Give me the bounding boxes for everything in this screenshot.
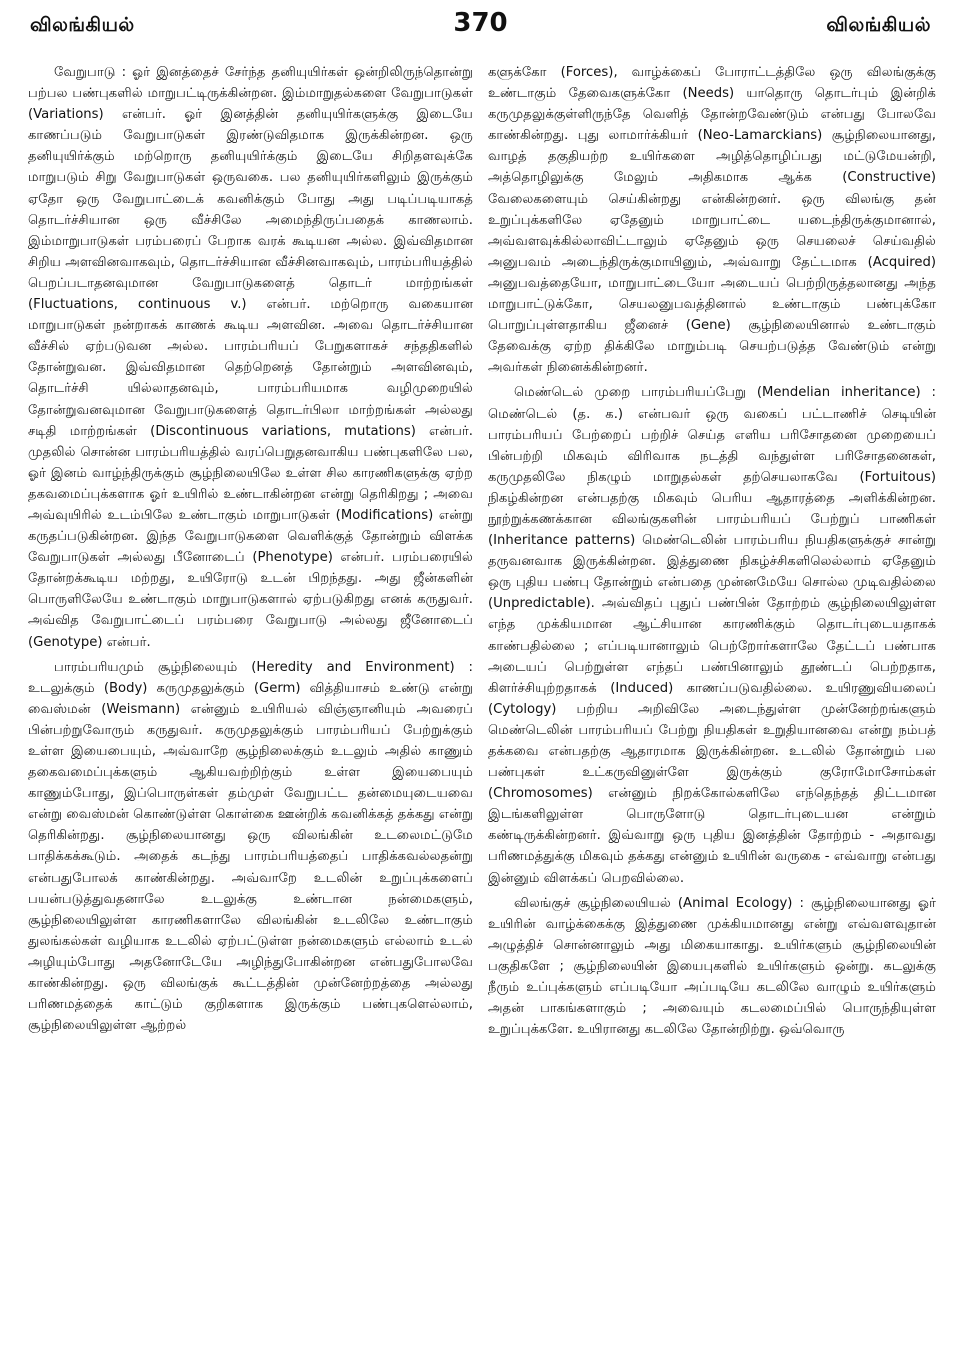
paragraph-animal-ecology: விலங்குச் சூழ்நிலையியல் (Animal Ecology) : சூழ்நிலையானது ஓர் உயிரின் வாழ்க்கைக்கு இத்துணை முக்கியமானது என்று எவ்வளவுதான் அழுத்திச் சொன்னாலும் அது மிகையாகாது. உயிர்களும் சூழ்நிலையின் பகுதிகளே ; சூழ்நிலையின் இயைபுகளில் உயிர்களும் ஒன்று. கடலுக்கு நீரும் உப்புக்களும் எப்படியோ அப்படியே கடலிலே வாழும் உயிர்களும் அதன் பாகங்களாகும் ; அவையும் கடலமைப்பில் பொருந்தியுள்ள உறுப்புக்களே. உயிரானது கடலிலே தோன்றிற்று. ஒவ்வொரு [488,895,936,1038]
paragraph-variations: வேறுபாடு : ஓர் இனத்தைச் சேர்ந்த தனியுயிர்கள் ஒன்றிலிருந்தொன்று பற்பல பண்புகளில் மாறுபட்டிருக்கின்றன. இம்மாறுதல்களை வேறுபாடுகள் (Variations) என்பர். ஓர் இனத்தின் தனியுயிர்களுக்கு இடையே காணப்படும் வேறுபாடுகள் இரண்டுவிதமாக இருக்கின்றன. ஒரு தனியுயிர்க்கும் மற்றொரு தனியுயிர்க்கும் இடையே சிறிதளவுக்கே மாறுபடும் சிறு வேறுபாடுகள் ஒருவகை. பல தனியுயிர்களிலும் இருக்கும் ஏதோ ஒரு வேறுபாட்டைக் கவனிக்கும் போது அது படிப்படியாகத் தொடர்ச்சியான ஒரு வீச்சிலே அமைந்திருப்பதைக் காணலாம். இம்மாறுபாடுகள் பரம்பரைப் பேறாக வரக் கூடியன அல்ல. இவ்விதமான சிறிய அளவினவாகவும், தொடர்ச்சியான வீச்சினவாகவும், பாரம்பரியத்தில் பெறப்படாதனவுமான வேறுபாடுகளைத் தொடர் மாற்றங்கள் (Fluctuations, continuous v.) என்பர். மற்றொரு வகையான மாறுபாடுகள் நன்றாகக் காணக் கூடிய அளவின. அவை தொடர்ச்சியான வீச்சில் ஏற்படுவன அல்ல. பாரம்பரியப் பேறுகளாகச் சந்ததிகளில் தோன்றுவன. இவ்விதமான தெற்றெனத் தோன்றும் அளவினவும், தொடர்ச்சி யில்லாதனவும், பாரம்பரியமாக வழிமுறையில் தோன்றுவனவுமான வேறுபாடுகளைத் தொடர்பிலா மாற்றங்கள் அல்லது சடிதி மாற்றங்கள் (Discontinuous variations, mutations) என்பர். முதலில் சொன்ன பாரம்பரியத்தில் வரப்பெறுதனவாகிய பண்புகளிலே பல, ஓர் இனம் வாழ்ந்திருக்கும் சூழ்நிலையிலே உள்ள சில காரணிகளுக்கு ஏற்ற தகவமைப்புக்களாக ஓர் உயிரில் உண்டாகின்றன என்று தெரிகிறது ; அவை அவ்வுயிரில் உடம்பிலே உண்டாகும் மாறுபாடுகள் (Modifications) என்று கருதப்படுகின்றன. இந்த வேறுபாடுகளை வெளிக்குத் தோன்றும் விளக்க வேறுபாடுகள் அல்லது பீனோடைப் (Phenotype) என்பர். பரம்பரையில் தோன்றக்கூடிய மற்றது, உயிரோடு உடன் பிறந்தது. அது ஜீன்களின் பொருளிலேயே உண்டாகும் மாறுபாடுகளால் ஏற்படுகிறது எனக் கருதுவர். அவ்வித வேறுபாட்டைப் பரம்பரை வேறுபாடு அல்லது ஜீனோடைப் (Genotype) என்பர். [28,65,473,650]
left-column [28,62,473,1352]
paragraph-heredity-environment: பாரம்பரியமும் சூழ்நிலையும் (Heredity and Environment) : உடலுக்கும் (Body) கருமுதலுக்கும் (Germ) வித்தியாசம் உண்டு என்று வைஸ்மன் (Weismann) என்னும் உயிரியல் விஞ்ஞானியும் அவரைப் பின்பற்றுவோரும் கருதுவர். கருமுதலுக்கும் பாரம்பரியப் பேற்றுக்கும் உள்ள இயைபையும், அவ்வாறே சூழ்நிலைக்கும் உடலும் அதில் காணும் தகைவமைப்புக்களும் ஆகியவற்றிற்கும் உள்ள இயைபையும் காணும்போது, இப்பொருள்கள் தம்முள் வேறுபட்ட தன்மையுடையவை என்று வைஸ்மன் கொண்டுள்ள கொள்கை ஊன்றிக் கவனிக்கத் தக்கது என்று தெரிகின்றது. சூழ்நிலையானது ஒரு விலங்கின் உடலைமட்டுமே பாதிக்கக்கூடும். அதைக் கடந்து பாரம்பரியத்தைப் பாதிக்கவல்லதன்று என்பதுபோலக் காண்கின்றது. அவ்வாறே உடலின் உறுப்புக்களைப் பயன்படுத்துவதனாலே உடலுக்கு உண்டான நன்மைகளும், சூழ்நிலையிலுள்ள காரணிகளாலே விலங்கின் உடலிலே உண்டாகும் துலங்கல்கள் வழியாக உடலில் ஏற்பட்டுள்ள நன்மைகளும் எல்லாம் உடல் அழியும்போது அதனோடேயே அழிந்துபோகின்றன என்பதுபோலவே காண்கின்றது. ஒரு விலங்குக் கூட்டத்தின் முன்னேற்றத்தை அல்லது பரிணமத்தைக் காட்டும் குறிகளாக இருக்கும் பண்புகளெல்லாம், சூழ்நிலையிலுள்ள ஆற்றல் [28,659,473,1034]
paragraph-mendelian-inheritance: மெண்டெல் முறை பாரம்பரியப்பேறு (Mendelian inheritance) : மெண்டெல் (த. க.) என்பவர் ஒரு வகைப் பட்டாணிச் செடியின் பாரம்பரியப் பேற்றைப் பற்றிச் செய்த எளிய பரிசோதனை முறையைப் பின்பற்றி மிகவும் விரிவாக நடத்தி வந்துள்ள பரிசோதனைகள், கருமுதலிலே நிகழும் மாறுதல்கள் தற்செயலாகவே (Fortuitous) நிகழ்கின்றன என்பதற்கு மிகவும் பெரிய ஆதாரத்தை அளிக்கின்றன. நூற்றுக்கணக்கான விலங்குகளின் பாரம்பரியப் பேற்றுப் பாணிகள் (Inheritance patterns) மெண்டெலின் பாரம்பரிய நியதிகளுக்குச் சான்று தருவனவாக இருக்கின்றன. இத்துணை நிகழ்ச்சிகளிலெல்லாம் ஏதேனும் ஒரு புதிய பண்பு தோன்றும் என்பதை முன்னமேயே சொல்ல முடிவதில்லை (Unpredictable). அவ்விதப் புதுப் பண்பின் தோற்றம் சூழ்நிலையிலுள்ள எந்த முக்கியமான ஆட்சியான காரணிக்கும் தொடர்புடையதாகக் காண்பதில்லை ; எப்படியானாலும் பெற்றோர்களாலே தேட்டப் பண்பாக அடையப் பெற்றுள்ள எந்தப் பண்பினாலும் தூண்டப் பெற்றதாக, கிளர்ச்சியுற்றதாகக் (Induced) காணப்படுவதில்லை. உயிரணுவியலைப் (Cytology) பற்றிய அறிவிலே அடைந்துள்ள முன்னேற்றங்களும் மெண்டெலின் பாரம்பரியப் பேற்று நியதிகள் உறுதியானவை என்று நம்பத் தக்கவை என்பதற்கு ஆதாரமாக இருக்கின்றன. உடலில் தோன்றும் பல பண்புகள் உட்கருவினுள்ளே இருக்கும் குரோமோசோம்கள் (Chromosomes) என்னும் நிறக்கோல்களிலே எந்தெந்தத் திட்டமான இடங்களிலுள்ள பொருளோடு தொடர்புடையன என்றும் கண்டிருக்கின்றனர். இவ்வாறு ஒரு புதிய இனத்தின் தோற்றம் - அதாவது பரிணமத்துக்கு மிகவும் தக்கது என்னும் உயிரின் வருகை - எவ்வாறு என்பது இன்னும் விளக்கப் பெறவில்லை. [488,385,936,886]
running-head-left: விலங்கியல் [30,13,135,36]
running-head-right: விலங்கியல் [826,13,931,36]
right-column [488,62,936,1352]
paragraph-continuation: களுக்கோ (Forces), வாழ்க்கைப் போராட்டத்திலே ஒரு விலங்குக்கு உண்டாகும் தேவைகளுக்கோ (Needs) யாதொரு தொடர்பும் இன்றிக் கருமுதலுக்குள்ளிருந்தே வெளித் தோன்றவேண்டும் என்பது போலவே காண்கின்றது. புது லாமார்க்கியர் (Neo-Lamarckians) சூழ்நிலையானது, வாழத் தகுதியற்ற உயிர்களை அழித்தொழிப்பது மட்டுமேயன்றி, அத்தொழிலுக்கு மேலும் அதிகமாக ஆக்க (Constructive) வேலைகளையும் செய்கின்றது என்கின்றனர். ஒரு விலங்கு தன் உறுப்புக்களிலே ஏதேனும் மாறுபாட்டை யடைந்திருக்குமானால், அவ்வளவுக்கில்லாவிட்டாலும் ஏதேனும் ஒரு செயலைச் செய்வதில் அனுபவம் அடைந்திருக்குமாயினும், அவ்வாறு தேட்டமாக (Acquired) அனுபவத்தையோ, மாறுபாட்டையோ அடையப் பெற்றிருத்தலானது அந்த மாறுபாட்டுக்கோ, செயலனுபவத்தினால் உண்டாகும் பண்புக்கோ பொறுப்புள்ளதாகிய ஜீனைச் (Gene) சூழ்நிலையினால் உண்டாகும் தேவைக்கு ஏற்ற திக்கிலே மாறும்படி செயற்படுத்த வேண்டும் என்று அவர்கள் நினைக்கின்றனர். [488,65,936,376]
page-header [30,6,931,46]
page-number: 370 [453,8,508,38]
